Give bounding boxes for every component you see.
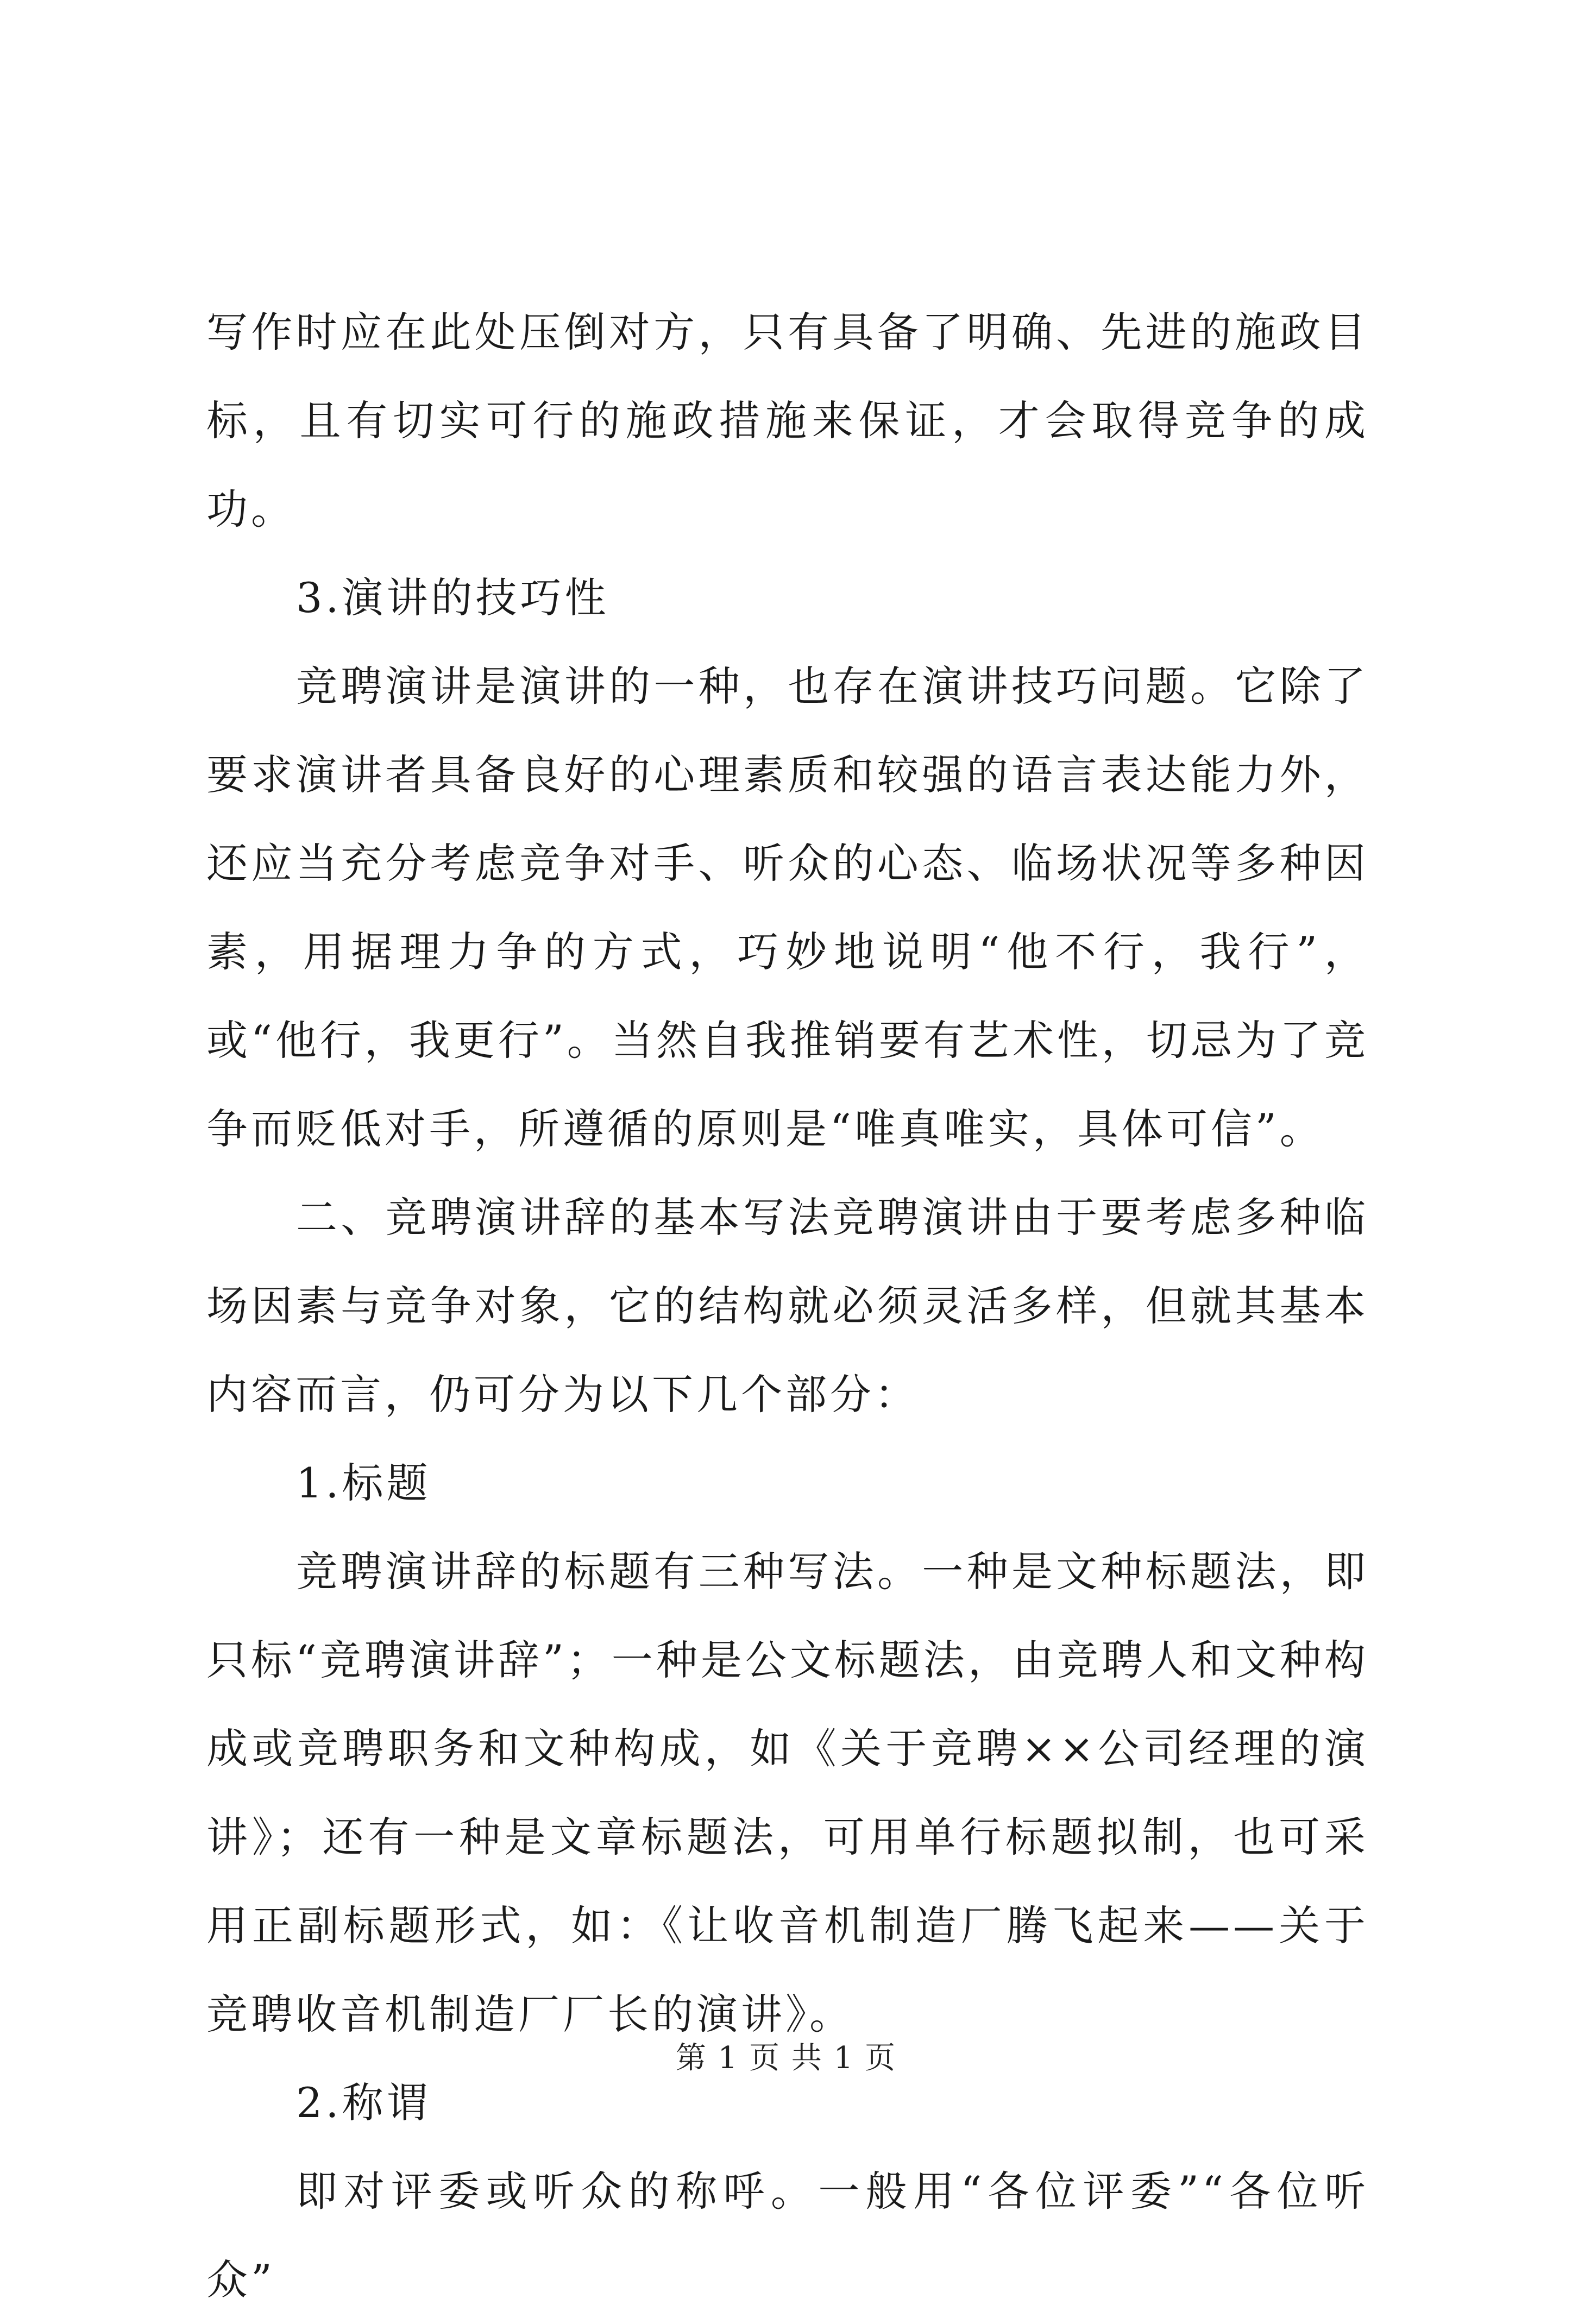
document-body xyxy=(206,288,1369,2324)
paragraph-continuation: 写作时应在此处压倒对方，只有具备了明确、先进的施政目标，且有切实可行的施政措施来保证，才会取得竞争的成功。 xyxy=(206,308,1369,533)
section-heading-skill: 3.演讲的技巧性 xyxy=(296,574,609,622)
paragraph-basic-writing: 二、竞聘演讲辞的基本写法竞聘演讲由于要考虑多种临场因素与竞争对象，它的结构就必须灵活多样，但就其基本内容而言，仍可分为以下几个部分： xyxy=(206,1193,1369,1419)
paragraph-salutation: 即对评委或听众的称呼。一般用“各位评委”“各位听众” xyxy=(206,2167,1369,2304)
page-number-footer: 第 1 页 共 1 页 xyxy=(675,2040,897,2076)
section-heading-salutation: 2.称谓 xyxy=(296,2079,431,2127)
section-heading-title: 1.标题 xyxy=(296,1459,431,1507)
paragraph-title-methods: 竞聘演讲辞的标题有三种写法。一种是文种标题法，即只标“竞聘演讲辞”；一种是公文标题法，由竞聘人和文种构成或竞聘职务和文种构成，如《关于竞聘××公司经理的演讲》；还有一种是文章标题法，可用单行标题拟制，也可采用正副标题形式，如：《让收音机制造厂腾飞起来——关于竞聘收音机制造厂厂长的演讲》。 xyxy=(206,1547,1369,2038)
paragraph-speech-skill: 竞聘演讲是演讲的一种，也存在演讲技巧问题。它除了要求演讲者具备良好的心理素质和较强的语言表达能力外，还应当充分考虑竞争对手、听众的心态、临场状况等多种因素，用据理力争的方式，巧妙地说明“他不行，我行”，或“他行，我更行”。当然自我推销要有艺术性，切忌为了竞争而贬低对手，所遵循的原则是“唯真唯实，具体可信”。 xyxy=(206,662,1369,1153)
